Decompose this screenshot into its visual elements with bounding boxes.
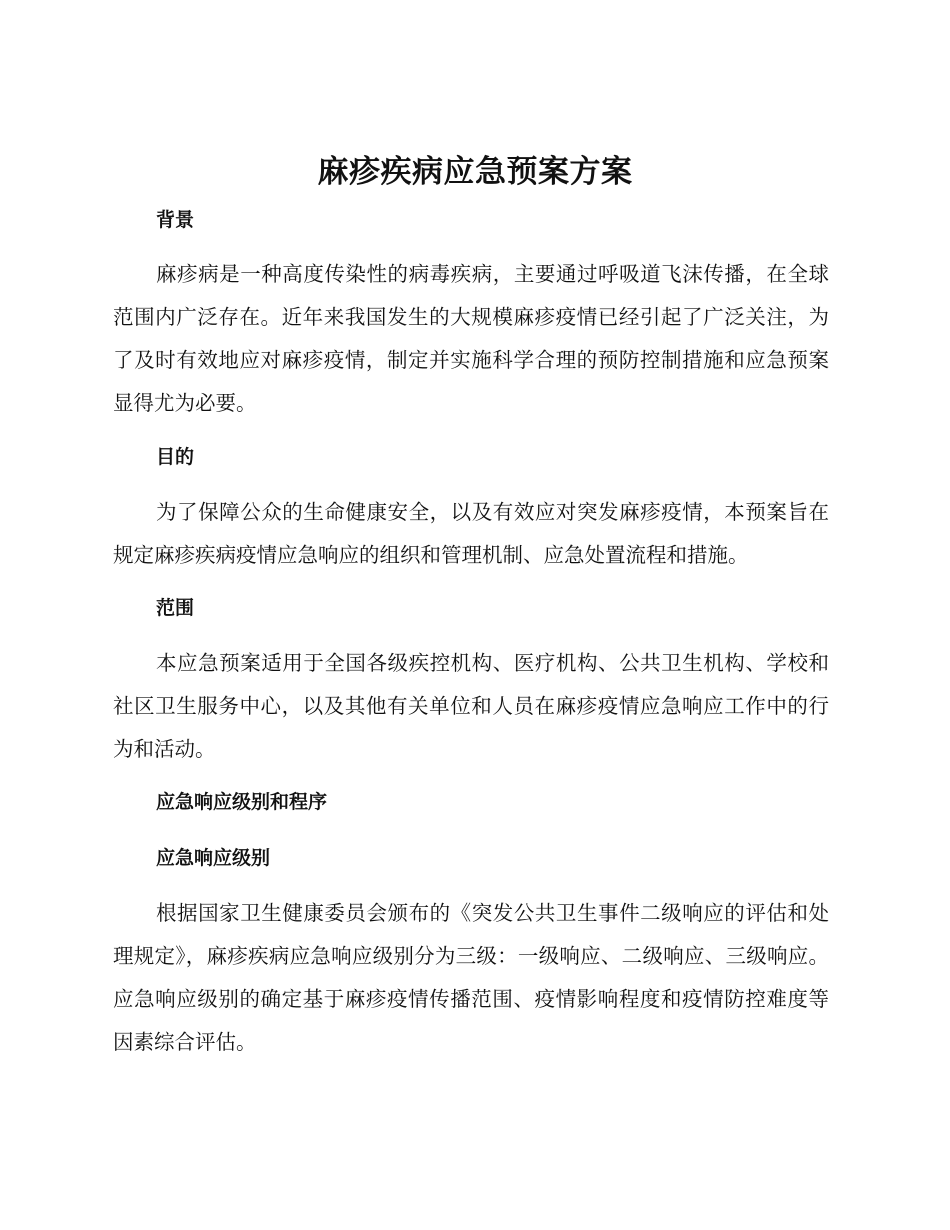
section-paragraph-scope: 本应急预案适用于全国各级疾控机构、医疗机构、公共卫生机构、学校和社区卫生服务中心，以及其他有关单位和人员在麻疹疫情应急响应工作中的行为和活动。 — [113, 651, 829, 761]
section-heading-response-levels: 应急响应级别 — [156, 847, 271, 869]
section-heading-background: 背景 — [156, 209, 195, 231]
section-heading-response-levels-and-procedures: 应急响应级别和程序 — [156, 791, 328, 813]
document-title: 麻疹疾病应急预案方案 — [317, 154, 633, 190]
section-paragraph-response-levels: 根据国家卫生健康委员会颁布的《突发公共卫生事件二级响应的评估和处理规定》，麻疹疾病应急响应级别分为三级：一级响应、二级响应、三级响应。应急响应级别的确定基于麻疹疫情传播范围、疫情影响程度和疫情防控难度等因素综合评估。 — [113, 901, 829, 1054]
section-paragraph-purpose: 为了保障公众的生命健康安全，以及有效应对突发麻疹疫情，本预案旨在规定麻疹疾病疫情应急响应的组织和管理机制、应急处置流程和措施。 — [113, 500, 829, 567]
section-heading-purpose: 目的 — [156, 446, 195, 468]
section-paragraph-background: 麻疹病是一种高度传染性的病毒疾病，主要通过呼吸道飞沫传播，在全球范围内广泛存在。近年来我国发生的大规模麻疹疫情已经引起了广泛关注，为了及时有效地应对麻疹疫情，制定并实施科学合理的预防控制措施和应急预案显得尤为必要。 — [113, 262, 829, 415]
section-heading-scope: 范围 — [156, 597, 195, 619]
